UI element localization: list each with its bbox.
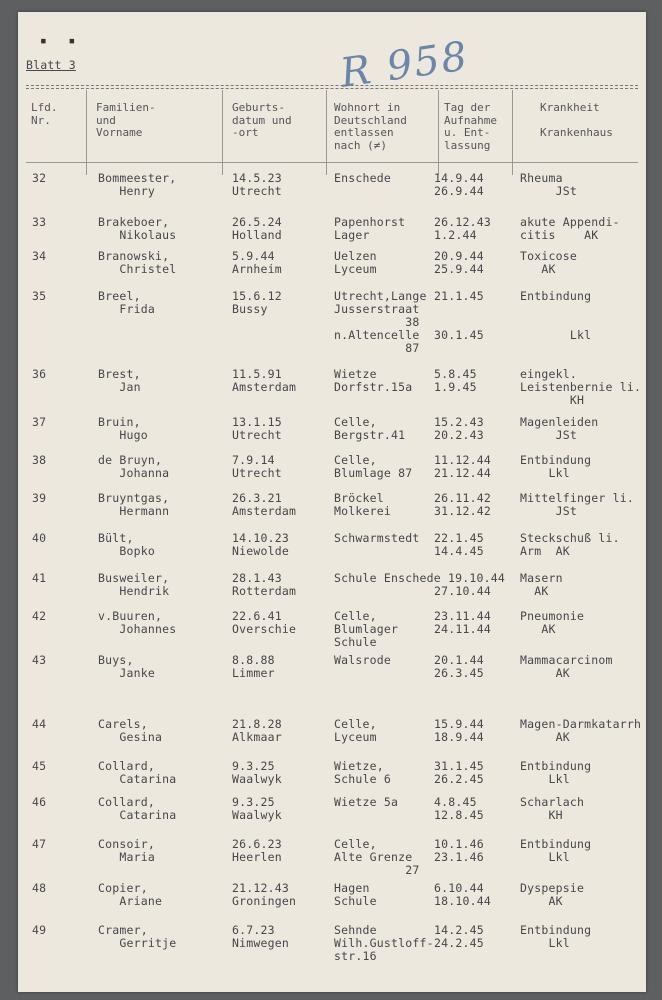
- row-44-name: Carels, Gesina: [98, 717, 163, 744]
- row-38-name: de Bruyn, Johanna: [98, 453, 170, 480]
- row-44-illness: Magen-Darmkatarrh AK: [520, 717, 642, 744]
- row-43-dates: 20.1.44 26.3.45: [434, 653, 484, 680]
- row-45-dates: 31.1.45 26.2.45: [434, 759, 484, 786]
- row-37-illness: Magenleiden JSt: [520, 415, 599, 442]
- row-32-name: Bommeester, Henry: [98, 171, 177, 198]
- row-41-residence: Schule Enschede 19.10.44: [334, 571, 505, 585]
- row-38-nr: 38: [32, 453, 47, 467]
- sheet-label: Blatt 3: [26, 58, 76, 72]
- row-33-birth: 26.5.24 Holland: [232, 215, 282, 242]
- row-32-residence: Enschede: [334, 171, 391, 185]
- row-38-residence: Celle, Blumlage 87: [334, 453, 413, 480]
- row-32-nr: 32: [32, 171, 47, 185]
- row-33-name: Brakeboer, Nikolaus: [98, 215, 177, 242]
- row-45-birth: 9.3.25 Waalwyk: [232, 759, 282, 786]
- row-48-birth: 21.12.43 Groningen: [232, 881, 297, 908]
- row-32-illness: Rheuma JSt: [520, 171, 577, 198]
- row-35-dates: 21.1.45 30.1.45: [434, 289, 484, 342]
- row-38-illness: Entbindung Lkl: [520, 453, 592, 480]
- row-33-nr: 33: [32, 215, 47, 229]
- row-42-nr: 42: [32, 609, 47, 623]
- row-42-birth: 22.6.41 Overschie: [232, 609, 297, 636]
- row-35-illness: Entbindung Lkl: [520, 289, 592, 342]
- row-43-name: Buys, Janke: [98, 653, 155, 680]
- row-39-residence: Bröckel Molkerei: [334, 491, 391, 518]
- row-34-residence: Uelzen Lyceum: [334, 249, 377, 276]
- row-44-dates: 15.9.44 18.9.44: [434, 717, 484, 744]
- row-33-residence: Papenhorst Lager: [334, 215, 406, 242]
- row-47-nr: 47: [32, 837, 47, 851]
- row-38-birth: 7.9.14 Utrecht: [232, 453, 282, 480]
- row-48-nr: 48: [32, 881, 47, 895]
- row-39-name: Bruyntgas, Hermann: [98, 491, 170, 518]
- row-49-nr: 49: [32, 923, 47, 937]
- row-33-dates: 26.12.43 1.2.44: [434, 215, 491, 242]
- row-39-illness: Mittelfinger li. JSt: [520, 491, 634, 518]
- header-rule-bottom: [26, 162, 638, 163]
- row-35-residence: Utrecht,Lange Jusserstraat 38 n.Altencelle 87: [334, 289, 427, 355]
- row-36-birth: 11.5.91 Amsterdam: [232, 367, 297, 394]
- row-48-name: Copier, Ariane: [98, 881, 163, 908]
- row-43-illness: Mammacarcinom AK: [520, 653, 613, 680]
- row-39-nr: 39: [32, 491, 47, 505]
- row-37-residence: Celle, Bergstr.41: [334, 415, 406, 442]
- row-32-dates: 14.9.44 26.9.44: [434, 171, 484, 198]
- row-37-nr: 37: [32, 415, 47, 429]
- row-47-residence: Celle, Alte Grenze 27: [334, 837, 420, 877]
- row-37-dates: 15.2.43 20.2.43: [434, 415, 484, 442]
- header-rule-top: [26, 85, 638, 86]
- row-36-residence: Wietze Dorfstr.15a: [334, 367, 413, 394]
- row-46-residence: Wietze 5a: [334, 795, 399, 809]
- row-35-birth: 15.6.12 Bussy: [232, 289, 282, 316]
- row-48-illness: Dyspepsie AK: [520, 881, 585, 908]
- row-40-residence: Schwarmstedt: [334, 531, 420, 545]
- row-32-birth: 14.5.23 Utrecht: [232, 171, 282, 198]
- row-41-nr: 41: [32, 571, 47, 585]
- row-36-name: Brest, Jan: [98, 367, 141, 394]
- row-35-name: Breel, Frida: [98, 289, 155, 316]
- row-45-name: Collard, Catarina: [98, 759, 177, 786]
- row-47-birth: 26.6.23 Heerlen: [232, 837, 282, 864]
- col-header-residence: Wohnort in Deutschland entlassen nach (≠): [334, 101, 407, 152]
- row-48-residence: Hagen Schule: [334, 881, 377, 908]
- row-36-illness: eingekl. Leistenbernie li. KH: [520, 367, 642, 407]
- row-43-nr: 43: [32, 653, 47, 667]
- row-39-dates: 26.11.42 31.12.42: [434, 491, 491, 518]
- col-header-nr: Lfd. Nr.: [31, 101, 58, 127]
- row-43-birth: 8.8.88 Limmer: [232, 653, 275, 680]
- row-36-dates: 5.8.45 1.9.45: [434, 367, 477, 394]
- row-49-name: Cramer, Gerritje: [98, 923, 177, 950]
- row-49-residence: Sehnde Wilh.Gustloff- str.16: [334, 923, 434, 963]
- row-48-dates: 6.10.44 18.10.44: [434, 881, 491, 908]
- row-40-birth: 14.10.23 Niewolde: [232, 531, 289, 558]
- document-page: [18, 12, 646, 992]
- row-40-illness: Steckschuß li. Arm AK: [520, 531, 620, 558]
- row-36-nr: 36: [32, 367, 47, 381]
- row-37-name: Bruin, Hugo: [98, 415, 148, 442]
- col-header-name: Familien- und Vorname: [96, 101, 156, 139]
- hole-punch-marks: ▪ ▪: [40, 33, 76, 47]
- row-41-name: Busweiler, Hendrik: [98, 571, 170, 598]
- row-34-birth: 5.9.44 Arnheim: [232, 249, 282, 276]
- row-40-name: Bült, Bopko: [98, 531, 155, 558]
- row-41-dates: 27.10.44: [434, 584, 491, 598]
- row-42-illness: Pneumonie AK: [520, 609, 585, 636]
- col-header-admission: Tag der Aufnahme u. Ent- lassung: [444, 101, 497, 152]
- row-43-residence: Walsrode: [334, 653, 391, 667]
- row-40-nr: 40: [32, 531, 47, 545]
- row-34-name: Branowski, Christel: [98, 249, 177, 276]
- row-42-residence: Celle, Blumlager Schule: [334, 609, 399, 649]
- row-44-nr: 44: [32, 717, 47, 731]
- row-47-dates: 10.1.46 23.1.46: [434, 837, 484, 864]
- row-42-dates: 23.11.44 24.11.44: [434, 609, 491, 636]
- col-header-birth: Geburts- datum und -ort: [232, 101, 292, 139]
- row-46-nr: 46: [32, 795, 47, 809]
- row-34-illness: Toxicose AK: [520, 249, 577, 276]
- row-46-birth: 9.3.25 Waalwyk: [232, 795, 282, 822]
- row-47-illness: Entbindung Lkl: [520, 837, 592, 864]
- row-34-dates: 20.9.44 25.9.44: [434, 249, 484, 276]
- row-46-illness: Scharlach KH: [520, 795, 585, 822]
- row-37-birth: 13.1.15 Utrecht: [232, 415, 282, 442]
- row-39-birth: 26.3.21 Amsterdam: [232, 491, 297, 518]
- row-41-birth: 28.1.43 Rotterdam: [232, 571, 297, 598]
- row-38-dates: 11.12.44 21.12.44: [434, 453, 491, 480]
- row-47-name: Consoir, Maria: [98, 837, 155, 864]
- row-45-residence: Wietze, Schule 6: [334, 759, 391, 786]
- row-40-dates: 22.1.45 14.4.45: [434, 531, 484, 558]
- row-45-illness: Entbindung Lkl: [520, 759, 592, 786]
- col-header-illness: Krankheit Krankenhaus: [540, 101, 613, 139]
- header-rule-top-2: [26, 88, 638, 89]
- row-46-name: Collard, Catarina: [98, 795, 177, 822]
- row-33-illness: akute Appendi- citis AK: [520, 215, 620, 242]
- row-34-nr: 34: [32, 249, 47, 263]
- row-49-illness: Entbindung Lkl: [520, 923, 592, 950]
- row-42-name: v.Buuren, Johannes: [98, 609, 177, 636]
- row-44-residence: Celle, Lyceum: [334, 717, 377, 744]
- row-46-dates: 4.8.45 12.8.45: [434, 795, 484, 822]
- row-44-birth: 21.8.28 Alkmaar: [232, 717, 282, 744]
- row-45-nr: 45: [32, 759, 47, 773]
- row-49-birth: 6.7.23 Nimwegen: [232, 923, 289, 950]
- row-41-illness: Masern AK: [520, 571, 563, 598]
- row-35-nr: 35: [32, 289, 47, 303]
- row-49-dates: 14.2.45 24.2.45: [434, 923, 484, 950]
- archive-stamp: R 958: [337, 33, 472, 97]
